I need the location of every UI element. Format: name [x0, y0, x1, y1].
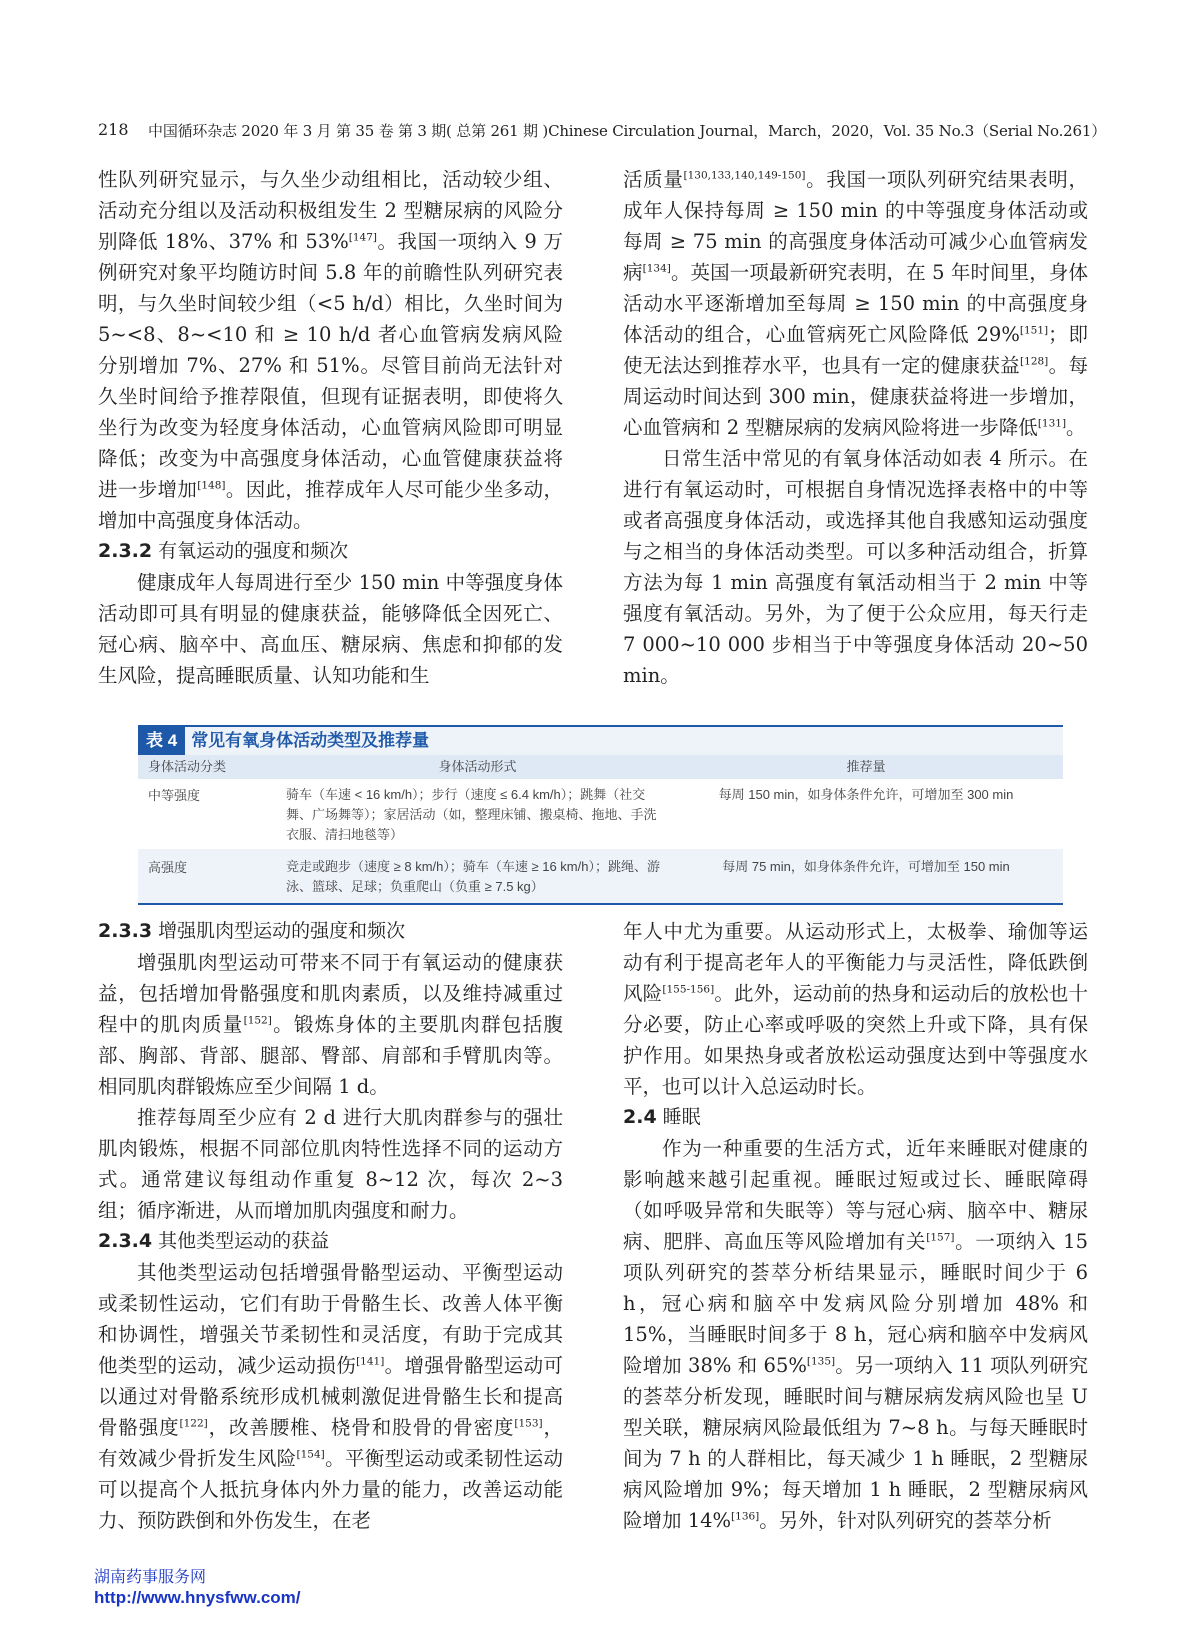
paragraph: 年人中尤为重要。从运动形式上，太极拳、瑜伽等运动有利于提高老年人的平衡能力与灵活性，降低跌倒风险[155-156]。此外，运动前的热身和运动后的放松也十分必要，防止心率或呼吸的突然上升或下降，具有保护作用。如果热身或者放松运动强度达到中等强度水平，也可以计入总运动时长。: [623, 920, 1088, 1098]
citation[interactable]: [155-156]: [662, 983, 715, 996]
paragraph: 作为一种重要的生活方式，近年来睡眠对健康的影响越来越引起重视。睡眠过短或过长、睡眠障碍（如呼吸异常和失眠等）等与冠心病、脑卒中、糖尿病、肥胖、高血压等风险增加有关[157]。一项纳入 15 项队列研究的荟萃分析结果显示，睡眠时间少于 6 h，冠心病和脑卒中发病风险分别增加 48% 和 15%，当睡眠时间多于 8 h，冠心病和脑卒中发病风险增加 38% 和 65%[135]。另一项纳入 11 项队列研究的荟萃分析发现，睡眠时间与糖尿病发病风险也呈 U 型关联，糖尿病风险最低组为 7~8 h。与每天睡眠时间为 7 h 的人群相比，每天减少 1 h 睡眠，2 型糖尿病风险增加 9%；每天增加 1 h 睡眠，2 型糖尿病风险增加 14%[136]。另外，针对队列研究的荟萃分析: [623, 1137, 1088, 1532]
citation[interactable]: [153]: [514, 1417, 543, 1430]
site-url-link[interactable]: http://www.hnysfww.com/: [94, 1588, 301, 1607]
paragraph: 其他类型运动包括增强骨骼型运动、平衡型运动或柔韧性运动，它们有助于骨骼生长、改善人体平衡和协调性，增强关节柔韧性和灵活度，有助于完成其他类型的运动，减少运动损伤[141]。增强骨骼型运动可以通过对骨骼系统形成机械刺激促进骨骼生长和提高骨骼强度[122]，改善腰椎、桡骨和股骨的骨密度[153]，有效减少骨折发生风险[154]。平衡型运动或柔韧性运动可以提高个人抵抗身体内外力量的能力，改善运动能力、预防跌倒和外伤发生，在老: [98, 1261, 563, 1532]
activity-table: [138, 725, 1063, 905]
citation[interactable]: [135]: [806, 1355, 836, 1368]
paragraph: 活质量[130,133,140,149-150]。我国一项队列研究结果表明，成年人保持每周 ≥ 150 min 的中等强度身体活动或每周 ≥ 75 min 的高强度身体活动可减少心血管病发病[134]。英国一项最新研究表明，在 5 年时间里，身体活动水平逐渐增加至每周 ≥ 150 min 的中高强度身体活动的组合，心血管病死亡风险降低 29%[151]；即使无法达到推荐水平，也具有一定的健康获益[128]。每周运动时间达到 300 min，健康获益将进一步增加，心血管病和 2 型糖尿病的发病风险将进一步降低[131]。: [623, 168, 1088, 439]
citation[interactable]: [152]: [243, 1014, 272, 1027]
table-cell: 每周 150 min，如身体条件允许，可增加至 300 min: [718, 787, 1014, 802]
table-row: [138, 779, 1063, 849]
footer-watermark: [94, 1568, 301, 1608]
text-column-3: [98, 916, 563, 1536]
table-cell: 竞走或跑步（速度 ≥ 8 km/h）；骑车（车速 ≥ 16 km/h）；跳绳、游泳、篮球、足球；负重爬山（负重 ≥ 7.5 kg）: [286, 859, 660, 894]
citation[interactable]: [122]: [179, 1417, 208, 1430]
citation[interactable]: [131]: [1037, 417, 1067, 430]
column-header: 推荐量: [846, 759, 886, 774]
page-header: [98, 120, 1106, 144]
paragraph: 健康成年人每周进行至少 150 min 中等强度身体活动即可具有明显的健康获益，能够降低全因死亡、冠心病、脑卒中、高血压、糖尿病、焦虑和抑郁的发生风险，提高睡眠质量、认知功能和生: [98, 571, 563, 687]
table-title: 常见有氧身体活动类型及推荐量: [191, 731, 430, 750]
citation[interactable]: [141]: [356, 1355, 385, 1368]
text-column-2: [623, 164, 1088, 691]
paragraph: 推荐每周至少应有 2 d 进行大肌肉群参与的强壮肌肉锻炼，根据不同部位肌肉特性选择不同的运动方式。通常建议每组动作重复 8~12 次，每次 2~3 组；循序渐进，从而增加肌肉强度和耐力。: [98, 1106, 563, 1222]
text-column-1: [98, 164, 563, 691]
table-header-row: [138, 755, 1063, 779]
citation[interactable]: [147]: [348, 231, 378, 244]
citation[interactable]: [154]: [296, 1448, 325, 1461]
paragraph: 性队列研究显示，与久坐少动组相比，活动较少组、活动充分组以及活动积极组发生 2 型糖尿病的风险分别降低 18%、37% 和 53%[147]。我国一项纳入 9 万例研究对象平均随访时间 5.8 年的前瞻性队列研究表明，与久坐时间较少组（<5 h/d）相比，久坐时间为 5~<8、8~<10 和 ≥ 10 h/d 者心血管病发病风险分别增加 7%、27% 和 51%。尽管目前尚无法针对久坐时间给予推荐限值，但现有证据表明，即使将久坐行为改变为轻度身体活动，心血管病风险即可明显降低；改变为中高强度身体活动，心血管健康获益将进一步增加[148]。因此，推荐成年人尽可能少坐多动，增加中高强度身体活动。: [98, 168, 563, 532]
table-cell: 骑车（车速 < 16 km/h）；步行（速度 ≤ 6.4 km/h）；跳舞（社交舞、广场舞等）；家居活动（如，整理床铺、搬桌椅、拖地、手洗衣服、清扫地毯等）: [286, 787, 657, 842]
table-cell: 中等强度: [148, 788, 201, 803]
paragraph: 增强肌肉型运动可带来不同于有氧运动的健康获益，包括增加骨骼强度和肌肉素质，以及维持减重过程中的肌肉质量[152]。锻炼身体的主要肌肉群包括腹部、胸部、背部、腿部、臀部、肩部和手臂肌肉等。相同肌肉群锻炼应至少间隔 1 d。: [98, 951, 563, 1098]
running-title: 中国循环杂志 2020 年 3 月 第 35 卷 第 3 期( 总第 261 期 )Chinese Circulation Journal，March，2020，Vol. 35 No.3（Serial No.261）: [148, 122, 1106, 140]
paragraph: 日常生活中常见的有氧身体活动如表 4 所示。在进行有氧运动时，可根据自身情况选择表格中的中等或者高强度身体活动，或选择其他自我感知运动强度与之相当的身体活动类型。可以多种活动组合，折算方法为每 1 min 高强度有氧活动相当于 2 min 中等强度有氧活动。另外，为了便于公众应用，每天行走 7 000~10 000 步相当于中等强度身体活动 20~50 min。: [623, 447, 1088, 687]
section-heading: 2.3.4 其他类型运动的获益: [98, 1230, 330, 1252]
section-heading: 2.3.3 增强肌肉型运动的强度和频次: [98, 920, 406, 942]
citation[interactable]: [128]: [1020, 355, 1049, 368]
table-number: 表 4: [138, 727, 185, 755]
citation[interactable]: [136]: [731, 1510, 760, 1523]
table-row: [138, 849, 1063, 905]
page-number: 218: [98, 120, 129, 139]
column-header: 身体活动形式: [438, 759, 517, 774]
text-column-4: [623, 916, 1088, 1536]
table-caption: [138, 725, 1063, 755]
section-heading: 2.3.2 有氧运动的强度和频次: [98, 540, 349, 562]
section-heading: 2.4 睡眠: [623, 1106, 701, 1128]
table-cell: 高强度: [148, 860, 188, 875]
citation[interactable]: [148]: [197, 479, 226, 492]
site-name: 湖南药事服务网: [94, 1569, 207, 1586]
citation[interactable]: [134]: [642, 262, 671, 275]
column-header: 身体活动分类: [148, 759, 227, 774]
table-cell: 每周 75 min，如身体条件允许，可增加至 150 min: [722, 859, 1010, 874]
citation[interactable]: [151]: [1019, 324, 1049, 337]
citation[interactable]: [130,133,140,149-150]: [683, 169, 806, 182]
citation[interactable]: [157]: [926, 1231, 955, 1244]
